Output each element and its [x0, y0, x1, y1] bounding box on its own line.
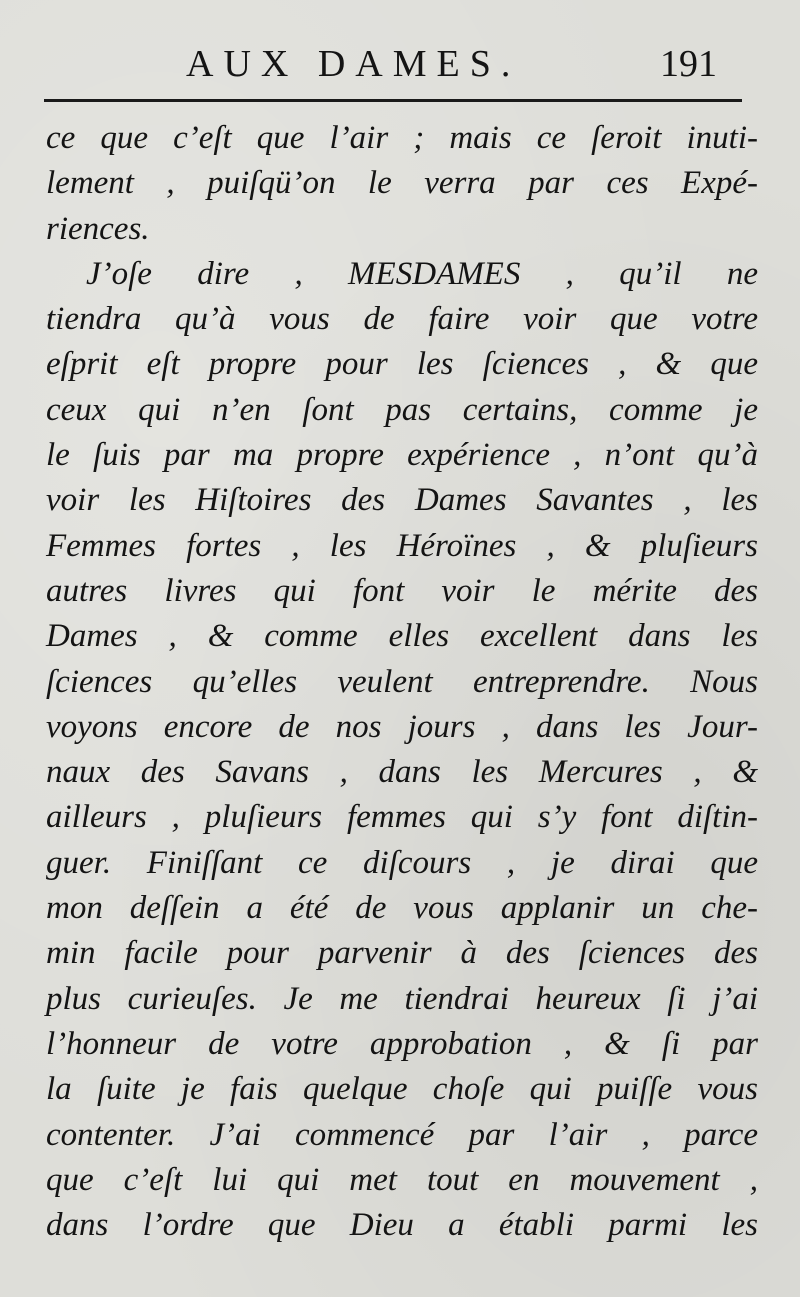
body-text [46, 116, 758, 1248]
text-line: min facile pour parvenir à des ſciences des [46, 935, 758, 972]
text-line: Dames , & comme elles excellent dans les [46, 618, 758, 655]
text-line: ſciences qu’elles veulent entreprendre. Nous [46, 663, 758, 700]
text-line: mon deſſein a été de vous applanir un che- [46, 890, 758, 927]
text-line: voyons encore de nos jours , dans les Jour- [46, 708, 758, 745]
text-line: voir les Hiſtoires des Dames Savantes , les [46, 482, 758, 519]
text-line: l’honneur de votre approbation , & ſi par [46, 1025, 758, 1062]
text-line: ailleurs , pluſieurs femmes qui s’y font diſtin- [46, 799, 758, 836]
text-line: dans l’ordre que Dieu a établi parmi les [46, 1207, 758, 1244]
text-line: ceux qui n’en ſont pas certains, comme je [46, 391, 758, 428]
text-line: que c’eſt lui qui met tout en mouvement , [46, 1161, 758, 1198]
text-line: Femmes fortes , les Héroïnes , & pluſieurs [46, 527, 758, 564]
text-line: guer. Finiſſant ce diſcours , je dirai que [46, 844, 758, 881]
text-line: ce que c’eſt que l’air ; mais ce ſeroit inuti- [46, 120, 758, 156]
text-line: naux des Savans , dans les Mercures , & [46, 754, 758, 791]
header-rule [44, 99, 742, 102]
text-line: tiendra qu’à vous de faire voir que votre [46, 301, 758, 338]
running-title: AUX DAMES. [186, 43, 521, 85]
text-line: J’oſe dire , MESDAMES , qu’il ne [86, 255, 758, 292]
text-line: riences. [46, 210, 150, 247]
text-line: le ſuis par ma propre expérience , n’ont qu’à [46, 437, 758, 474]
text-line: autres livres qui font voir le mérite des [46, 572, 758, 609]
text-line: la ſuite je fais quelque choſe qui puiſſe vous [46, 1071, 758, 1108]
page-header [0, 38, 800, 98]
text-line: plus curieuſes. Je me tiendrai heureux ſi j’ai [46, 980, 758, 1017]
page-number: 191 [660, 43, 717, 85]
text-line: eſprit eſt propre pour les ſciences , & que [46, 346, 758, 383]
text-line: lement , puiſqü’on le verra par ces Expé- [46, 165, 758, 202]
text-line: contenter. J’ai commencé par l’air , parce [46, 1116, 758, 1153]
